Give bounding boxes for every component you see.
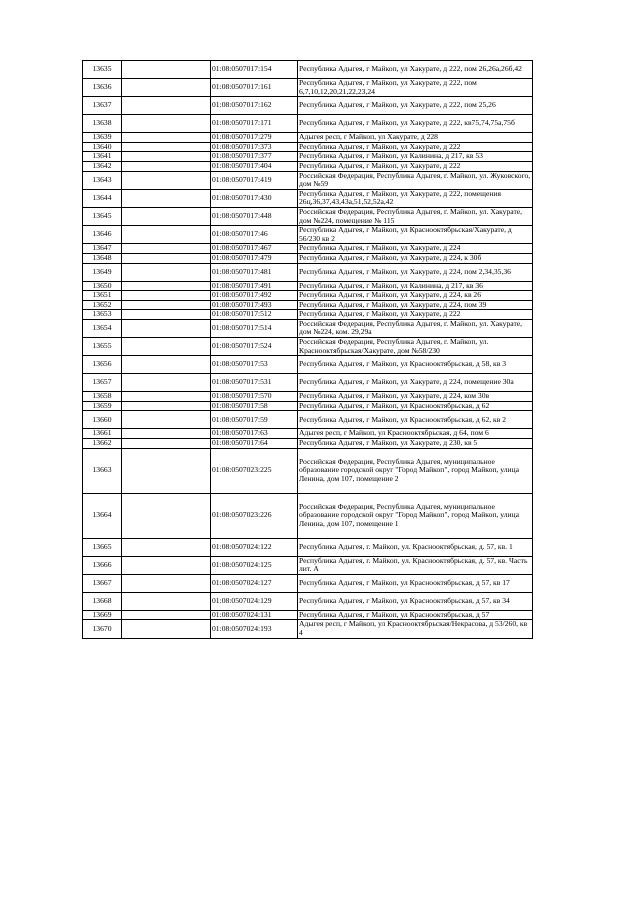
- address-cell: Адыгея респ, г Майкоп, ул Краснооктябрьская/Некрасова, д 53/260, кв 4: [298, 620, 533, 638]
- empty-cell: [122, 115, 211, 133]
- row-number: 13647: [83, 244, 122, 254]
- cadastral-number: 01:08:0507017:493: [211, 300, 298, 310]
- cadastral-number: 01:08:0507017:467: [211, 244, 298, 254]
- empty-cell: [122, 171, 211, 189]
- address-cell: Республика Адыгея, г Майкоп, ул Хакурате, д 222, пом 25,26: [298, 97, 533, 115]
- address-cell: Российская Федерация, Республика Адыгея, г. Майкоп, ул. Краснооктябрьская/Хакурате, дом №58/230: [298, 338, 533, 356]
- cadastral-number: 01:08:0507017:63: [211, 429, 298, 439]
- address-cell: Республика Адыгея, г Майкоп, ул Хакурате, д 222, кв75,74,75а,75б: [298, 115, 533, 133]
- row-number: 13660: [83, 411, 122, 429]
- empty-cell: [122, 97, 211, 115]
- row-number: 13664: [83, 493, 122, 538]
- cadastral-number: 01:08:0507017:59: [211, 411, 298, 429]
- address-cell: Республика Адыгея, г Майкоп, ул Хакурате, д 224, ком 30в: [298, 392, 533, 402]
- registry-table: [82, 60, 533, 639]
- empty-cell: [122, 439, 211, 449]
- address-cell: Республика Адыгея, г Майкоп, ул Хакурате, д 224, кв 26: [298, 291, 533, 301]
- row-number: 13669: [83, 610, 122, 620]
- address-cell: Республика Адыгея, г Майкоп, ул Хакурате, д 222: [298, 310, 533, 320]
- table-row: [83, 319, 533, 337]
- address-cell: Российская Федерация, Республика Адыгея, г. Майкоп, ул. Хакурате, дом №224, ком. 29,29а: [298, 319, 533, 337]
- cadastral-number: 01:08:0507024:125: [211, 556, 298, 574]
- cadastral-number: 01:08:0507017:279: [211, 133, 298, 143]
- empty-cell: [122, 310, 211, 320]
- address-cell: Российская Федерация, Республика Адыгея, муниципальное образование городской округ "Город Майкоп", город Майкоп, улица Ленина, дом 107, помещение 1: [298, 493, 533, 538]
- row-number: 13659: [83, 401, 122, 411]
- row-number: 13648: [83, 253, 122, 263]
- cadastral-number: 01:08:0507017:404: [211, 161, 298, 171]
- empty-cell: [122, 319, 211, 337]
- address-cell: Республика Адыгея, г Майкоп, ул Краснооктябрьская, д 57: [298, 610, 533, 620]
- empty-cell: [122, 263, 211, 281]
- empty-cell: [122, 61, 211, 79]
- empty-cell: [122, 244, 211, 254]
- row-number: 13651: [83, 291, 122, 301]
- empty-cell: [122, 429, 211, 439]
- empty-cell: [122, 79, 211, 97]
- address-cell: Российская Федерация, Республика Адыгея, г. Майкоп, ул. Хакурате, дом №224, помещение № 115: [298, 207, 533, 225]
- cadastral-number: 01:08:0507024:193: [211, 620, 298, 638]
- cadastral-number: 01:08:0507024:129: [211, 592, 298, 610]
- address-cell: Адыгея респ, г Майкоп, ул Краснооктябрьская, д 64, пом 6: [298, 429, 533, 439]
- empty-cell: [122, 253, 211, 263]
- row-number: 13650: [83, 281, 122, 291]
- address-cell: Республика Адыгея, г Майкоп, ул Краснооктябрьская, д 58, кв 3: [298, 356, 533, 374]
- table-row: [83, 152, 533, 162]
- cadastral-number: 01:08:0507017:64: [211, 439, 298, 449]
- cadastral-number: 01:08:0507017:531: [211, 374, 298, 392]
- table-row: [83, 392, 533, 402]
- empty-cell: [122, 281, 211, 291]
- empty-cell: [122, 392, 211, 402]
- row-number: 13668: [83, 592, 122, 610]
- row-number: 13654: [83, 319, 122, 337]
- cadastral-number: 01:08:0507017:481: [211, 263, 298, 281]
- row-number: 13661: [83, 429, 122, 439]
- address-cell: Республика Адыгея, г Майкоп, ул Хакурате, д 230, кв 5: [298, 439, 533, 449]
- table-row: [83, 253, 533, 263]
- empty-cell: [122, 142, 211, 152]
- cadastral-number: 01:08:0507017:448: [211, 207, 298, 225]
- row-number: 13635: [83, 61, 122, 79]
- row-number: 13653: [83, 310, 122, 320]
- address-cell: Республика Адыгея, г Майкоп, ул Хакурате, д 224, к 30б: [298, 253, 533, 263]
- table-row: [83, 133, 533, 143]
- cadastral-number: 01:08:0507017:46: [211, 226, 298, 244]
- cadastral-number: 01:08:0507017:58: [211, 401, 298, 411]
- cadastral-number: 01:08:0507024:131: [211, 610, 298, 620]
- cadastral-number: 01:08:0507017:514: [211, 319, 298, 337]
- address-cell: Республика Адыгея, г. Майкоп, ул. Краснооктябрьская, д. 57, кв. Часть лит. А: [298, 556, 533, 574]
- cadastral-number: 01:08:0507017:524: [211, 338, 298, 356]
- address-cell: Республика Адыгея, г Майкоп, ул Хакурате, д 222, помещения 26ц,36,37,43,43а,51,52,52а,42: [298, 189, 533, 207]
- table-row: [83, 142, 533, 152]
- table-row: [83, 538, 533, 556]
- row-number: 13640: [83, 142, 122, 152]
- table-row: [83, 161, 533, 171]
- table-row: [83, 374, 533, 392]
- empty-cell: [122, 411, 211, 429]
- table-row: [83, 401, 533, 411]
- cadastral-number: 01:08:0507017:512: [211, 310, 298, 320]
- cadastral-number: 01:08:0507017:479: [211, 253, 298, 263]
- cadastral-number: 01:08:0507017:570: [211, 392, 298, 402]
- row-number: 13643: [83, 171, 122, 189]
- table-row: [83, 263, 533, 281]
- table-row: [83, 115, 533, 133]
- row-number: 13657: [83, 374, 122, 392]
- row-number: 13656: [83, 356, 122, 374]
- empty-cell: [122, 493, 211, 538]
- row-number: 13649: [83, 263, 122, 281]
- table-row: [83, 291, 533, 301]
- row-number: 13666: [83, 556, 122, 574]
- cadastral-number: 01:08:0507023:225: [211, 448, 298, 493]
- empty-cell: [122, 338, 211, 356]
- address-cell: Республика Адыгея, г Майкоп, ул Калинина, д 217, кв 36: [298, 281, 533, 291]
- row-number: 13642: [83, 161, 122, 171]
- table-row: [83, 226, 533, 244]
- table-row: [83, 556, 533, 574]
- row-number: 13670: [83, 620, 122, 638]
- row-number: 13663: [83, 448, 122, 493]
- table-row: [83, 411, 533, 429]
- table-row: [83, 448, 533, 493]
- row-number: 13652: [83, 300, 122, 310]
- table-row: [83, 189, 533, 207]
- cadastral-number: 01:08:0507017:430: [211, 189, 298, 207]
- row-number: 13637: [83, 97, 122, 115]
- table-row: [83, 61, 533, 79]
- address-cell: Республика Адыгея, г Майкоп, ул Краснооктябрьская, д 62, кв 2: [298, 411, 533, 429]
- empty-cell: [122, 574, 211, 592]
- row-number: 13641: [83, 152, 122, 162]
- cadastral-number: 01:08:0507017:171: [211, 115, 298, 133]
- table-row: [83, 171, 533, 189]
- registry-table-body: [83, 61, 533, 639]
- row-number: 13667: [83, 574, 122, 592]
- cadastral-number: 01:08:0507024:127: [211, 574, 298, 592]
- address-cell: Российская Федерация, Республика Адыгея, г. Майкоп, ул. Жуковского, дом №59: [298, 171, 533, 189]
- empty-cell: [122, 300, 211, 310]
- cadastral-number: 01:08:0507017:419: [211, 171, 298, 189]
- row-number: 13636: [83, 79, 122, 97]
- row-number: 13662: [83, 439, 122, 449]
- address-cell: Республика Адыгея, г. Майкоп, ул. Краснооктябрьская, д. 57, кв. 1: [298, 538, 533, 556]
- row-number: 13638: [83, 115, 122, 133]
- cadastral-number: 01:08:0507017:53: [211, 356, 298, 374]
- table-row: [83, 310, 533, 320]
- address-cell: Республика Адыгея, г Майкоп, ул Хакурате, д 224, пом 2,34,35,36: [298, 263, 533, 281]
- cadastral-number: 01:08:0507023:226: [211, 493, 298, 538]
- address-cell: Республика Адыгея, г Майкоп, ул Хакурате, д 222: [298, 142, 533, 152]
- row-number: 13658: [83, 392, 122, 402]
- address-cell: Республика Адыгея, г Майкоп, ул Хакурате, д 224, пом 39: [298, 300, 533, 310]
- table-row: [83, 592, 533, 610]
- empty-cell: [122, 610, 211, 620]
- table-row: [83, 338, 533, 356]
- row-number: 13655: [83, 338, 122, 356]
- row-number: 13665: [83, 538, 122, 556]
- cadastral-number: 01:08:0507017:161: [211, 79, 298, 97]
- table-row: [83, 493, 533, 538]
- address-cell: Российская Федерация, Республика Адыгея, муниципальное образование городской округ "Город Майкоп", город Майкоп, улица Ленина, дом 107, помещение 2: [298, 448, 533, 493]
- address-cell: Республика Адыгея, г Майкоп, ул Краснооктябрьская/Хакурате, д 56/230 кв 2: [298, 226, 533, 244]
- cadastral-number: 01:08:0507017:491: [211, 281, 298, 291]
- row-number: 13644: [83, 189, 122, 207]
- address-cell: Адыгея респ, г Майкоп, ул Хакурате, д 228: [298, 133, 533, 143]
- empty-cell: [122, 620, 211, 638]
- cadastral-number: 01:08:0507017:162: [211, 97, 298, 115]
- cadastral-number: 01:08:0507017:373: [211, 142, 298, 152]
- address-cell: Республика Адыгея, г Майкоп, ул Хакурате, д 224: [298, 244, 533, 254]
- cadastral-number: 01:08:0507024:122: [211, 538, 298, 556]
- cadastral-number: 01:08:0507017:154: [211, 61, 298, 79]
- empty-cell: [122, 448, 211, 493]
- address-cell: Республика Адыгея, г Майкоп, ул Хакурате, д 224, помещение 30а: [298, 374, 533, 392]
- table-row: [83, 244, 533, 254]
- table-row: [83, 79, 533, 97]
- table-row: [83, 207, 533, 225]
- empty-cell: [122, 226, 211, 244]
- address-cell: Республика Адыгея, г Майкоп, ул Краснооктябрьская, д 57, кв 17: [298, 574, 533, 592]
- cadastral-number: 01:08:0507017:492: [211, 291, 298, 301]
- table-row: [83, 281, 533, 291]
- address-cell: Республика Адыгея, г Майкоп, ул Краснооктябрьская, д 57, кв 34: [298, 592, 533, 610]
- table-row: [83, 300, 533, 310]
- table-row: [83, 610, 533, 620]
- table-row: [83, 429, 533, 439]
- empty-cell: [122, 401, 211, 411]
- row-number: 13646: [83, 226, 122, 244]
- empty-cell: [122, 133, 211, 143]
- address-cell: Республика Адыгея, г Майкоп, ул Калинина, д 217, кв 53: [298, 152, 533, 162]
- address-cell: Республика Адыгея, г Майкоп, ул Хакурате, д 222, пом 26,26а,26б,42: [298, 61, 533, 79]
- empty-cell: [122, 538, 211, 556]
- row-number: 13639: [83, 133, 122, 143]
- empty-cell: [122, 161, 211, 171]
- address-cell: Республика Адыгея, г Майкоп, ул Хакурате, д 222, пом 6,7,10,12,20,21,22,23,24: [298, 79, 533, 97]
- cadastral-number: 01:08:0507017:377: [211, 152, 298, 162]
- empty-cell: [122, 291, 211, 301]
- table-row: [83, 574, 533, 592]
- empty-cell: [122, 556, 211, 574]
- empty-cell: [122, 152, 211, 162]
- table-row: [83, 97, 533, 115]
- empty-cell: [122, 189, 211, 207]
- empty-cell: [122, 374, 211, 392]
- table-row: [83, 620, 533, 638]
- empty-cell: [122, 356, 211, 374]
- empty-cell: [122, 592, 211, 610]
- table-row: [83, 439, 533, 449]
- address-cell: Республика Адыгея, г Майкоп, ул Хакурате, д 222: [298, 161, 533, 171]
- empty-cell: [122, 207, 211, 225]
- address-cell: Республика Адыгея, г Майкоп, ул Краснооктябрьская, д 62: [298, 401, 533, 411]
- table-row: [83, 356, 533, 374]
- row-number: 13645: [83, 207, 122, 225]
